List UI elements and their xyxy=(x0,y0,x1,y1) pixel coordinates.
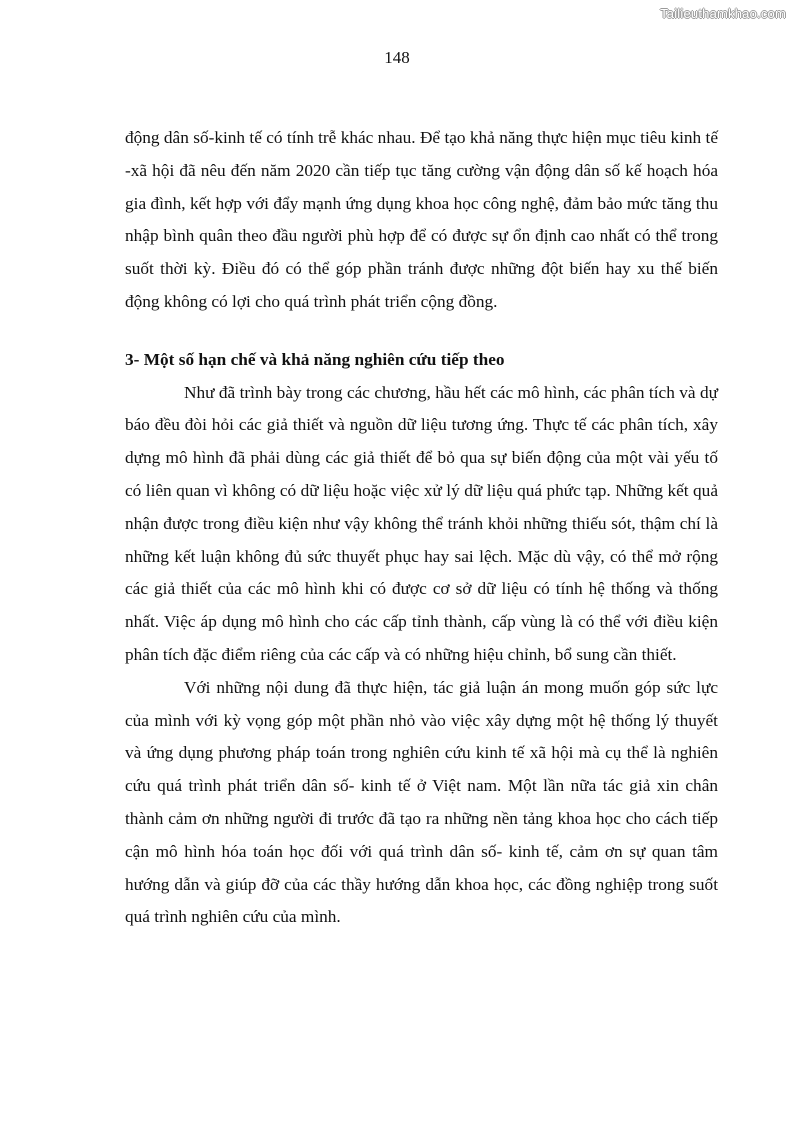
watermark: Tailieuthamkhao.com xyxy=(660,6,786,21)
paragraph-continuation: động dân số-kinh tế có tính trễ khác nhau. Để tạo khả năng thực hiện mục tiêu kinh tế -xã hội đã nêu đến năm 2020 cần tiếp tục tăng cường vận động dân số kế hoạch hóa gia đình, kết hợp với đẩy mạnh ứng dụng khoa học công nghệ, đảm bảo mức tăng thu nhập bình quân theo đầu người phù hợp để có được sự ổn định cao nhất có thể trong suốt thời kỳ. Điều đó có thể góp phần tránh được những đột biến hay xu thế biến động không có lợi cho quá trình phát triển cộng đồng. xyxy=(125,128,718,311)
section-heading: 3- Một số hạn chế và khả năng nghiên cứu tiếp theo xyxy=(125,349,505,369)
paragraph-acknowledgement: Với những nội dung đã thực hiện, tác giả luận án mong muốn góp sức lực của mình với kỳ vọng góp một phần nhỏ vào việc xây dựng một hệ thống lý thuyết và ứng dụng phương pháp toán trong nghiên cứu kinh tế xã hội mà cụ thể là nghiên cứu quá trình phát triển dân số- kinh tế ở Việt nam. Một lần nữa tác giả xin chân thành cảm ơn những người đi trước đã tạo ra những nền tảng khoa học cho cách tiếp cận mô hình hóa toán học đối với quá trình dân số- kinh tế, cảm ơn sự quan tâm hướng dẫn và giúp đỡ của các thầy hướng dẫn khoa học, các đồng nghiệp trong suốt quá trình nghiên cứu của mình. xyxy=(125,677,718,927)
page-number: 148 xyxy=(384,48,410,67)
paragraph-limitations: Như đã trình bày trong các chương, hầu hết các mô hình, các phân tích và dự báo đều đòi hỏi các giả thiết và nguồn dữ liệu tương ứng. Thực tế các phân tích, xây dựng mô hình đã phải dùng các giả thiết để bỏ qua sự biến động của một vài yếu tố có liên quan vì không có dữ liệu hoặc việc xử lý dữ liệu quá phức tạp. Những kết quả nhận được trong điều kiện như vậy không thể tránh khỏi những thiếu sót, thậm chí là những kết luận không đủ sức thuyết phục hay sai lệch. Mặc dù vậy, có thể mở rộng các giả thiết của các mô hình khi có được cơ sở dữ liệu có tính hệ thống và thống nhất. Việc áp dụng mô hình cho các cấp tỉnh thành, cấp vùng là có thể với điều kiện phân tích đặc điểm riêng của các cấp và có những hiệu chỉnh, bổ sung cần thiết. xyxy=(125,382,718,664)
document-body xyxy=(125,122,718,934)
